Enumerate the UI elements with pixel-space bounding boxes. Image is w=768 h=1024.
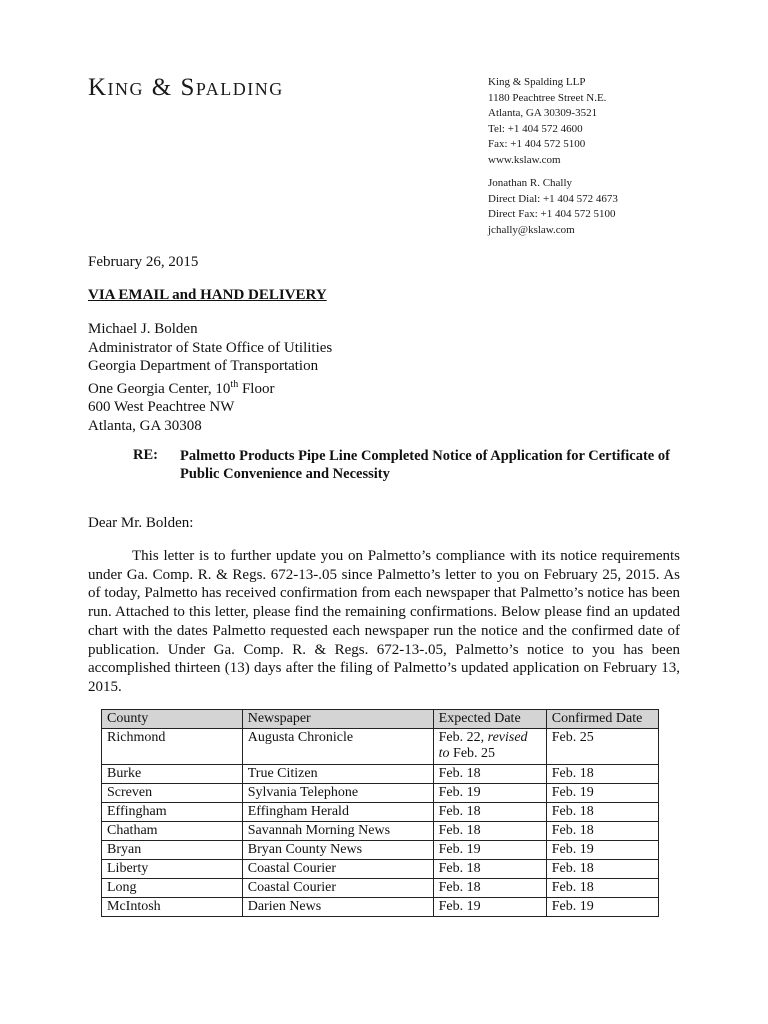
table-row bbox=[102, 898, 659, 917]
cell-newspaper: Darien News bbox=[242, 898, 433, 917]
table-header-row bbox=[102, 710, 659, 729]
table-row bbox=[102, 765, 659, 784]
subject-line: Palmetto Products Pipe Line Completed Notice of Application for Certificate of Public Convenience and Necessity bbox=[180, 448, 670, 482]
cell-expected-date: Feb. 18 bbox=[433, 765, 546, 784]
table-row bbox=[102, 729, 659, 765]
table-row bbox=[102, 841, 659, 860]
cell-confirmed-date: Feb. 18 bbox=[546, 860, 658, 879]
cell-confirmed-date: Feb. 19 bbox=[546, 784, 658, 803]
firm-fax: Fax: +1 404 572 5100 bbox=[488, 138, 586, 150]
cell-newspaper: Savannah Morning News bbox=[242, 822, 433, 841]
cell-confirmed-date: Feb. 18 bbox=[546, 822, 658, 841]
recipient-name: Michael J. Bolden bbox=[88, 321, 198, 337]
cell-newspaper: Bryan County News bbox=[242, 841, 433, 860]
table-row bbox=[102, 879, 659, 898]
header-expected-date: Expected Date bbox=[433, 710, 546, 729]
cell-newspaper: True Citizen bbox=[242, 765, 433, 784]
cell-newspaper: Augusta Chronicle bbox=[242, 729, 433, 765]
cell-newspaper: Coastal Courier bbox=[242, 860, 433, 879]
cell-newspaper: Coastal Courier bbox=[242, 879, 433, 898]
body-paragraph: This letter is to further update you on Palmetto’s compliance with its notice requirements under Ga. Comp. R. & Regs. 672-13-.05 since Palmetto’s letter to you on February 25, 2015. As of today, Palmetto has received confirmation from each newspaper that Palmetto’s notice has been run. Attached to this letter, please find the remaining confirmations. Below please find an updated chart with the dates Palmetto requested each newspaper run the notice and the confirmed date of publication. Under Ga. Comp. R. & Regs. 672-13-.05, Palmetto’s notice to you has been accomplished thirteen (13) days after the filing of Palmetto’s updated application on February 13, 2015. bbox=[88, 548, 680, 695]
firm-tel: Tel: +1 404 572 4600 bbox=[488, 122, 583, 135]
header-newspaper: Newspaper bbox=[242, 710, 433, 729]
cell-expected-date: Feb. 18 bbox=[433, 803, 546, 822]
cell-county: Liberty bbox=[102, 860, 243, 879]
table-row bbox=[102, 822, 659, 841]
cell-confirmed-date: Feb. 18 bbox=[546, 803, 658, 822]
cell-newspaper: Effingham Herald bbox=[242, 803, 433, 822]
table-row bbox=[102, 784, 659, 803]
letter-date: February 26, 2015 bbox=[88, 254, 199, 270]
cell-expected-date: Feb. 19 bbox=[433, 784, 546, 803]
cell-county: Long bbox=[102, 879, 243, 898]
cell-confirmed-date: Feb. 18 bbox=[546, 765, 658, 784]
cell-expected-date: Feb. 19 bbox=[433, 841, 546, 860]
salutation: Dear Mr. Bolden: bbox=[88, 515, 194, 531]
cell-county: Effingham bbox=[102, 803, 243, 822]
cell-confirmed-date: Feb. 19 bbox=[546, 898, 658, 917]
cell-expected-date: Feb. 18 bbox=[433, 860, 546, 879]
table-row bbox=[102, 803, 659, 822]
attorney-name: Jonathan R. Chally bbox=[488, 177, 573, 189]
recipient-title: Administrator of State Office of Utilities bbox=[88, 339, 333, 356]
cell-county: Burke bbox=[102, 765, 243, 784]
attorney-direct-fax: Direct Fax: +1 404 572 5100 bbox=[488, 208, 616, 220]
cell-county: Richmond bbox=[102, 729, 243, 765]
firm-street: 1180 Peachtree Street N.E. bbox=[488, 91, 607, 104]
cell-expected-date: Feb. 22, revised to Feb. 25 bbox=[433, 729, 546, 765]
recipient-street: 600 West Peachtree NW bbox=[88, 399, 235, 415]
cell-newspaper: Sylvania Telephone bbox=[242, 784, 433, 803]
cell-expected-date: Feb. 18 bbox=[433, 879, 546, 898]
recipient-city: Atlanta, GA 30308 bbox=[88, 417, 202, 434]
cell-county: Screven bbox=[102, 784, 243, 803]
attorney-contact-block bbox=[488, 176, 618, 238]
firm-website: www.kslaw.com bbox=[488, 153, 561, 166]
header-county: County bbox=[102, 710, 243, 729]
cell-county: Chatham bbox=[102, 822, 243, 841]
newspaper-notice-table bbox=[101, 709, 659, 917]
cell-confirmed-date: Feb. 25 bbox=[546, 729, 658, 765]
recipient-building: One Georgia Center, 10th Floor bbox=[88, 378, 275, 397]
recipient-department: Georgia Department of Transportation bbox=[88, 358, 319, 374]
cell-county: McIntosh bbox=[102, 898, 243, 917]
table-row bbox=[102, 860, 659, 879]
firm-logo: King & Spalding bbox=[88, 74, 284, 101]
cell-expected-date: Feb. 18 bbox=[433, 822, 546, 841]
recipient-address bbox=[88, 320, 332, 435]
firm-address-block bbox=[488, 75, 606, 168]
re-label: RE: bbox=[133, 447, 158, 463]
firm-city: Atlanta, GA 30309-3521 bbox=[488, 107, 598, 119]
firm-name: King & Spalding LLP bbox=[488, 76, 586, 88]
cell-expected-date: Feb. 19 bbox=[433, 898, 546, 917]
delivery-method: VIA EMAIL and HAND DELIVERY bbox=[88, 287, 327, 303]
attorney-direct-dial: Direct Dial: +1 404 572 4673 bbox=[488, 192, 618, 205]
cell-confirmed-date: Feb. 18 bbox=[546, 879, 658, 898]
header-confirmed-date: Confirmed Date bbox=[546, 710, 658, 729]
cell-confirmed-date: Feb. 19 bbox=[546, 841, 658, 860]
attorney-email: jchally@kslaw.com bbox=[488, 223, 575, 236]
cell-county: Bryan bbox=[102, 841, 243, 860]
